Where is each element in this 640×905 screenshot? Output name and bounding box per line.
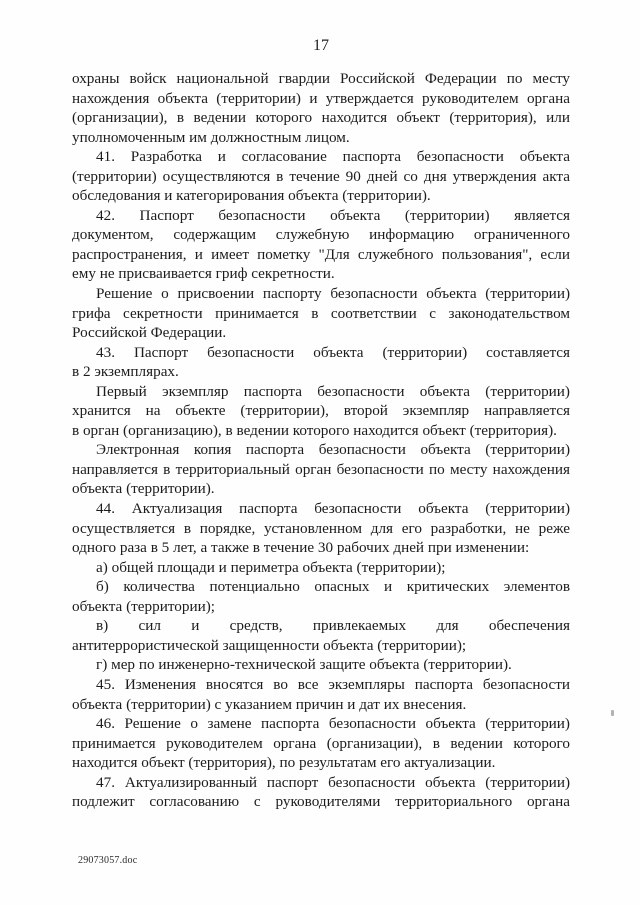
text-line: г) мер по инженерно-технической защите объекта (территории).	[96, 656, 512, 674]
text-line: б) количества потенциально опасных и критических элементов	[96, 578, 570, 596]
text-line: Электронная копия паспорта безопасности объекта (территории)	[96, 441, 570, 459]
paragraph	[72, 714, 570, 773]
text-line: осуществляется в порядке, установленном для его разработки, не реже	[72, 519, 570, 537]
paragraph	[72, 440, 570, 499]
paragraph	[72, 284, 570, 343]
text-line: документом, содержащим служебную информацию ограниченного	[72, 226, 570, 244]
paragraph	[72, 616, 570, 655]
paragraph	[72, 343, 570, 382]
text-line: объекта (территории) с указанием причин и дат их внесения.	[72, 695, 467, 713]
text-line: грифа секретности принимается в соответствии с законодательством	[72, 304, 570, 322]
text-line: 47. Актуализированный паспорт безопасности объекта (территории)	[96, 773, 570, 791]
text-line: антитеррористической защищенности объекта (территории);	[72, 636, 467, 654]
paragraph	[72, 206, 570, 284]
text-line: 42. Паспорт безопасности объекта (территории) является	[96, 206, 570, 224]
paragraph	[72, 382, 570, 441]
text-line: обследования и категорирования объекта (территории).	[72, 187, 431, 205]
text-line: Первый экземпляр паспорта безопасности объекта (территории)	[96, 382, 570, 400]
paragraph	[72, 577, 570, 616]
text-line: распространения, и имеет пометку "Для служебного пользования", если	[72, 245, 570, 263]
paragraph	[72, 655, 570, 675]
text-line: Российской Федерации.	[72, 324, 227, 342]
document-body	[72, 69, 570, 812]
paragraph	[72, 499, 570, 558]
text-line: направляется в территориальный орган безопасности по месту нахождения	[72, 460, 570, 478]
text-line: Решение о присвоении паспорту безопасности объекта (территории)	[96, 285, 570, 303]
text-line: 44. Актуализация паспорта безопасности объекта (территории)	[96, 500, 570, 518]
text-line: объекта (территории);	[72, 597, 215, 615]
text-line: а) общей площади и периметра объекта (территории);	[96, 558, 446, 576]
text-line: одного раза в 5 лет, а также в течение 30 рабочих дней при изменении:	[72, 539, 530, 557]
paragraph	[72, 147, 570, 206]
paragraph	[72, 675, 570, 714]
text-line: 43. Паспорт безопасности объекта (территории) составляется	[96, 343, 570, 361]
paragraph	[72, 773, 570, 812]
footer-filename: 29073057.doc	[78, 855, 138, 866]
page-number: 17	[313, 37, 329, 54]
text-line: находится объект (территория), по результатам его актуализации.	[72, 754, 496, 772]
text-line: в орган (организацию), в ведении которого находится объект (территория).	[72, 421, 557, 439]
text-line: объекта (территории).	[72, 480, 215, 498]
text-line: охраны войск национальной гвардии Российской Федерации по месту	[72, 70, 570, 87]
text-line: 41. Разработка и согласование паспорта безопасности объекта	[96, 148, 570, 166]
text-line: хранится на объекте (территории), второй экземпляр направляется	[72, 402, 570, 420]
text-line: (организации), в ведении которого находится объект (территория), или	[72, 109, 570, 127]
text-line: (территории) осуществляются в течение 90 дней со дня утверждения акта	[72, 167, 570, 185]
text-line: нахождения объекта (территории) и утверждается руководителем органа	[72, 89, 570, 107]
text-line: 45. Изменения вносятся во все экземпляры паспорта безопасности	[96, 675, 570, 693]
paragraph	[72, 69, 570, 147]
scan-speck-artifact	[611, 710, 614, 716]
text-line: 46. Решение о замене паспорта безопасности объекта (территории)	[96, 715, 570, 733]
text-line: в 2 экземплярах.	[72, 363, 179, 381]
text-line: в) сил и средств, привлекаемых для обеспечения	[96, 617, 570, 635]
text-line: принимается руководителем органа (организации), в ведении которого	[72, 734, 570, 752]
text-line: уполномоченным им должностным лицом.	[72, 128, 350, 146]
text-line: подлежит согласованию с руководителями территориального органа	[72, 793, 570, 811]
text-line: ему не присваивается гриф секретности.	[72, 265, 335, 283]
paragraph	[72, 558, 570, 578]
